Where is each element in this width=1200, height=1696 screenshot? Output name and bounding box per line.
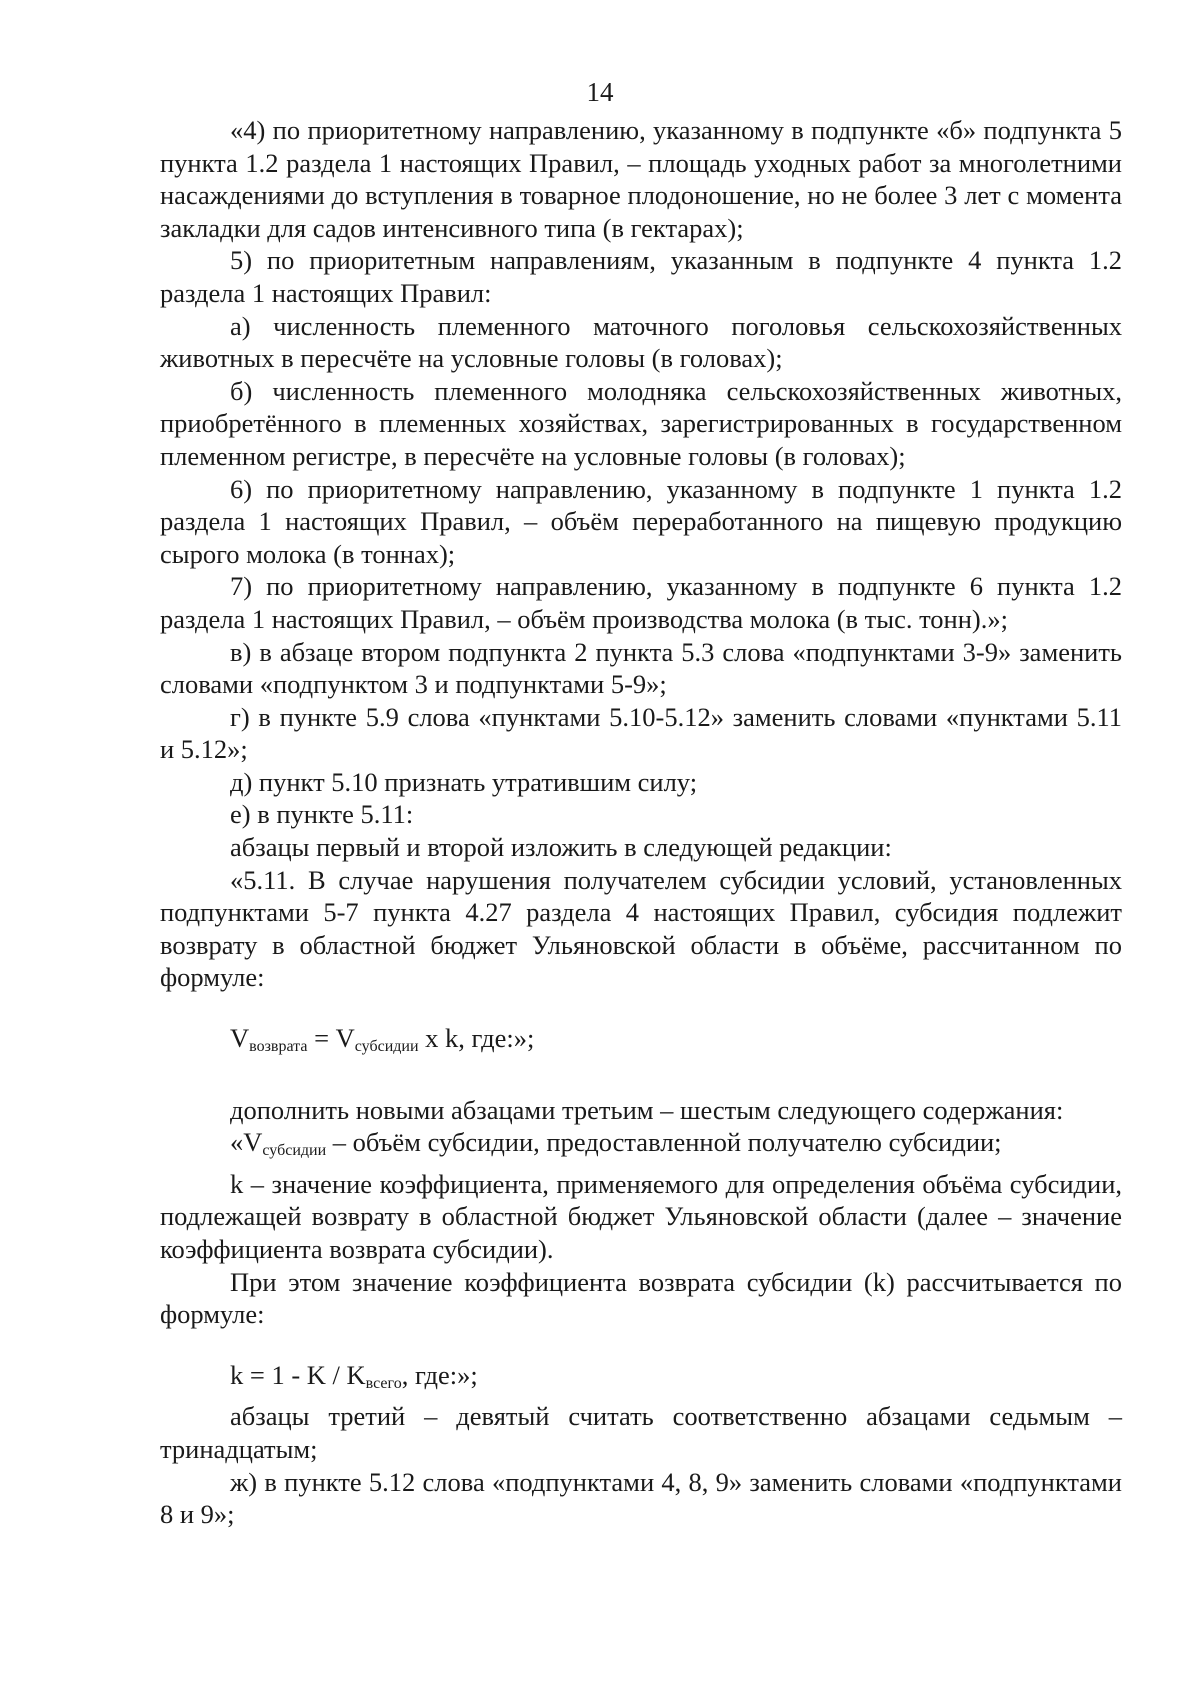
formula-operator: = — [307, 1023, 336, 1054]
paragraph-k-calculation: При этом значение коэффициента возврата субсидии (k) рассчитывается по формуле: — [160, 1266, 1122, 1330]
spacer — [160, 994, 1122, 1022]
paragraph-item-7: 7) по приоритетному направлению, указанному в подпункте 6 пункта 1.2 раздела 1 настоящих Правил, – объём производства молока (в тыс. тонн).»; — [160, 571, 1122, 634]
spacer — [160, 1331, 1122, 1359]
definition-text: – объём субсидии, предоставленной получателю субсидии; — [326, 1127, 1002, 1158]
paragraph-point-5-11: «5.11. В случае нарушения получателем субсидии условий, установленных подпунктами 5-7 пункта 4.27 раздела 4 настоящих Правил, субсидия подлежит возврату в областной бюджет Ульяновской области в объёме, рассчитанном по формуле: — [160, 864, 1122, 993]
formula-subscript: субсидии — [354, 1038, 419, 1056]
formula-subscript: всего — [365, 1374, 402, 1392]
paragraph-k-definition: k – значение коэффициента, применяемого для определения объёма субсидии, подлежащей возврату в областной бюджет Ульяновской области (далее – значение коэффициента возврата субсидии). — [160, 1168, 1122, 1264]
paragraph-item-5: 5) по приоритетным направлениям, указанным в подпункте 4 пункта 1.2 раздела 1 настоящих Правил: — [160, 245, 1122, 308]
paragraph-amendment-d: д) пункт 5.10 признать утратившим силу; — [230, 766, 698, 797]
paragraph-v-subsidy-definition — [160, 1126, 1122, 1168]
paragraph-abzacy-first-second: абзацы первый и второй изложить в следующей редакции: — [230, 832, 892, 863]
formula-tail: , где:»; — [401, 1359, 478, 1390]
formula-lead: k = 1 - K / K — [230, 1359, 366, 1390]
formula-return-volume — [160, 1022, 1122, 1064]
paragraph-item-5a: а) численность племенного маточного поголовья сельскохозяйственных животных в пересчёте на условные головы (в головах); — [160, 310, 1122, 374]
paragraph-item-5b: б) численность племенного молодняка сельскохозяйственных животных, приобретённого в племенных хозяйствах, зарегистрированных в государственном племенном регистре, в пересчёте на условные головы (в головах); — [160, 375, 1122, 471]
paragraph-item-4: «4) по приоритетному направлению, указанному в подпункте «б» подпункта 5 пункта 1.2 раздела 1 настоящих Правил, – площадь уходных работ за многолетними насаждениями до вступления в товарное плодоношение, но не более 3 лет с момента закладки для садов интенсивного типа (в гектарах); — [160, 115, 1122, 243]
formula-symbol: V — [335, 1023, 355, 1054]
paragraph-amendment-zh: ж) в пункте 5.12 слова «подпунктами 4, 8, 9» заменить словами «подпунктами 8 и 9»; — [160, 1466, 1122, 1530]
formula-subscript: возврата — [249, 1038, 308, 1056]
paragraph-renumber: абзацы третий – девятый считать соответственно абзацами седьмым – тринадцатым; — [160, 1401, 1122, 1464]
page-number: 14 — [586, 77, 614, 107]
symbol-v: «V — [230, 1127, 263, 1158]
paragraph-add-new: дополнить новыми абзацами третьим – шестым следующего содержания: — [230, 1094, 1064, 1125]
document-body — [160, 114, 1122, 1531]
spacer — [160, 1064, 1122, 1094]
paragraph-amendment-g: г) в пункте 5.9 слова «пунктами 5.10-5.12» заменить словами «пунктами 5.11 и 5.12»; — [160, 701, 1122, 765]
paragraph-item-6: 6) по приоритетному направлению, указанному в подпункте 1 пункта 1.2 раздела 1 настоящих Правил, – объём переработанного на пищевую продукцию сырого молока (в тоннах); — [160, 473, 1122, 569]
paragraph-amendment-e: е) в пункте 5.11: — [230, 799, 414, 830]
formula-symbol: V — [230, 1023, 250, 1054]
paragraph-amendment-v: в) в абзаце втором подпункта 2 пункта 5.3 слова «подпунктами 3-9» заменить словами «подпунктом 3 и подпунктами 5-9»; — [160, 636, 1122, 700]
formula-coefficient — [160, 1359, 1122, 1401]
formula-tail: x k, где:»; — [418, 1023, 535, 1054]
symbol-subscript: субсидии — [262, 1142, 327, 1160]
